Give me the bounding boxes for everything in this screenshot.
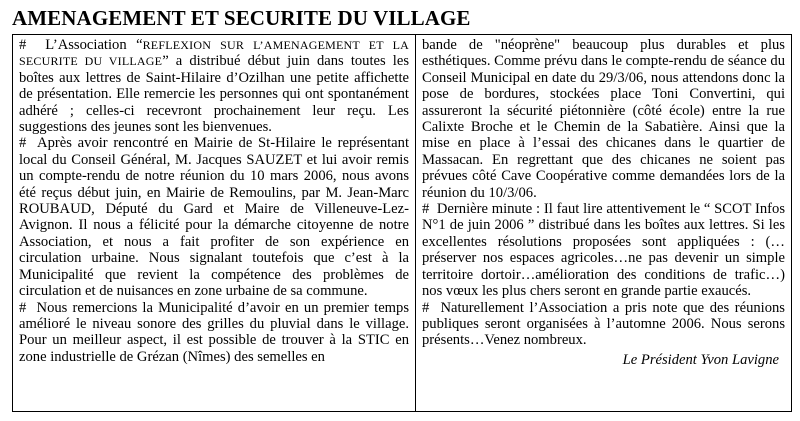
intro-rest-text: ” a distribué début juin dans toutes les boîtes aux lettres de Saint-Hilaire d’Ozilhan une petite affichette de présentation. Elle remercie les personnes qui ont spontanément adhéré ; celles-ci recevront prochainement leur reçu. Les suggestions des jeunes sont les bienvenues. bbox=[19, 53, 410, 136]
page-title: AMENAGEMENT ET SECURITE DU VILLAGE bbox=[12, 6, 471, 30]
column-divider bbox=[415, 35, 416, 411]
bullet-hash: # bbox=[19, 37, 27, 53]
thanks-text: Nous remercions la Municipalité d’avoir en un premier temps amélioré le niveau sonore des grilles du pluvial dans le village. Pour un meilleur aspect, il est possible de trouver à la STIC en zone industrielle de Grézan (Nîmes) des semelles en bbox=[19, 299, 410, 365]
right-column bbox=[422, 37, 785, 368]
bullet-hash: # bbox=[19, 299, 27, 316]
public-meetings-text: Naturellement l’Association a pris note que des réunions publiques seront organisées à l’automne 2006. Nous serons présents…Venez nombreux. bbox=[422, 299, 785, 349]
meetings-text: Après avoir rencontré en Mairie de St-Hilaire le représentant local du Conseil Général, M. Jacques SAUZET et lui avoir remis un compte-rendu de notre réunion du 10 mars 2006, nous avons été reçus début juin, en Mairie de Remoulins, par M. Jean-Marc ROUBAUD, Député du Gard et Maire de Villeneuve-Lez-Avignon. Il nous a félicité pour la démarche citoyenne de notre Association, et nous a fait profiter de son expérience en circulation urbaine. Nous signalant toutefois que c’est à la Municipalité que revient la compétence des problèmes de circulation et de nuisances en zone urbaine de sa commune. bbox=[19, 135, 409, 300]
bullet-hash: # bbox=[19, 135, 27, 152]
association-name: REFLEXION SUR L’AMENAGEMENT ET LA SECURITE DU VILLAGE bbox=[19, 38, 410, 69]
article-frame bbox=[12, 34, 792, 412]
paragraph-public-meetings bbox=[422, 300, 785, 349]
paragraph-association-intro bbox=[19, 37, 409, 135]
bullet-hash: # bbox=[422, 201, 430, 218]
intro-lead-text: L’Association “ bbox=[45, 37, 143, 53]
paragraph-meetings bbox=[19, 135, 409, 299]
bullet-hash: # bbox=[422, 299, 430, 316]
paragraph-last-minute bbox=[422, 201, 785, 299]
last-minute-text: Dernière minute : Il faut lire attentivement le “ SCOT Infos N°1 de juin 2006 ” distribué dans les boîtes aux lettres. Si les excellentes résolutions proposées sont appliquées : (…préserver nos espaces agricoles…ne pas devenir un simple territoire dortoir…amélioration des conditions de trafic…) nos vœux les plus chers seront en grande partie exaucés. bbox=[422, 201, 785, 300]
thanks-continued-text: bande de "néoprène" beaucoup plus durables et plus esthétiques. Comme prévu dans le compte-rendu de séance du Conseil Municipal en date du 29/3/06, nous attendons donc la pose de bordures, stockées place Toni Convertini, qui assureront la sécurité piétonnière (côté école) entre la rue Calixte Broche et le Chemin de la Sabatière. Ainsi que la mise en place à l’essai des chicanes dans le quartier de Massacan. En regrettant que des chicanes ne soient pas prévues côté Cave Coopérative comme demandées lors de la réunion du 10/3/06. bbox=[422, 37, 785, 201]
left-column bbox=[19, 37, 409, 365]
paragraph-thanks-municipality bbox=[19, 300, 409, 366]
paragraph-thanks-continued bbox=[422, 37, 785, 201]
signature: Le Président Yvon Lavigne bbox=[622, 351, 779, 368]
